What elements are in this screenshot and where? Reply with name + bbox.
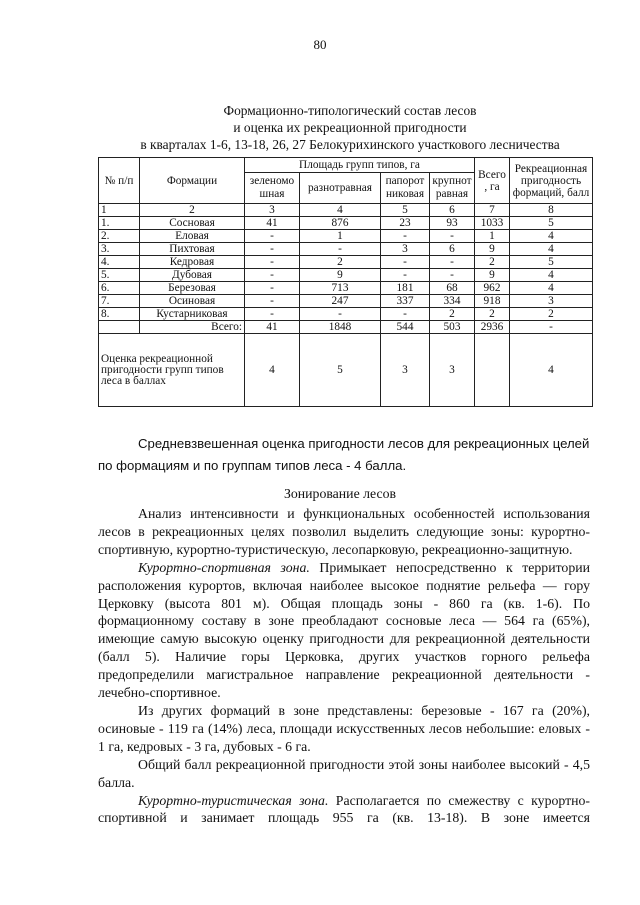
table-row: [99, 243, 593, 256]
paragraph: Общий балл рекреационной пригодности этой зоны наиболее высокий - 4,5 балла.: [98, 756, 590, 790]
paragraph-text: Примыкает непосредственно к территории расположения курортов, включая наиболее высокое поднятие рельефа — гору Церковку (высота 801 м). Общая площадь зоны - 860 га (кв. 1-6). По формационному составу в зоне преобладают сосновые леса — 564 га (65%), имеющие самую высокую оценку пригодности для рекреационной деятельности (балл 5). Наличие горы Церковка, других участков горного рельефа предопределили магистральное направление рекреационной деятельности - лечебно-спортивное.: [98, 559, 590, 701]
table-cell: 334: [430, 295, 475, 308]
table-cell: 5: [510, 217, 593, 230]
index-cell: 7: [475, 204, 510, 217]
table-cell: -: [300, 243, 381, 256]
formations-table: [98, 157, 593, 407]
table-cell: -: [245, 230, 300, 243]
table-cell: -: [245, 243, 300, 256]
header-type-3: папоротниковая: [381, 173, 430, 204]
table-cell: 4: [510, 269, 593, 282]
table-cell: 1: [300, 230, 381, 243]
table-cell: -: [381, 269, 430, 282]
header-num: № п/п: [99, 158, 140, 204]
table-cell: -: [300, 308, 381, 321]
row-formation: Кедровая: [140, 256, 245, 269]
index-cell: 2: [140, 204, 245, 217]
table-cell: 3: [430, 334, 475, 407]
table-cell: 9: [475, 243, 510, 256]
row-formation: Березовая: [140, 282, 245, 295]
row-num: 7.: [99, 295, 140, 308]
row-formation: Кустарниковая: [140, 308, 245, 321]
table-cell: -: [430, 230, 475, 243]
paragraph: Из других формаций в зоне представлены: березовые - 167 га (20%), осиновые - 119 га (14%) леса, площади искусственных лесов небольшие: еловых - 1 га, кедровых - 3 га, дубовых - 6 га.: [98, 702, 590, 754]
page-number: 80: [313, 37, 327, 52]
table-cell: 2: [430, 308, 475, 321]
table-row: [99, 230, 593, 243]
table-cell: 3: [381, 243, 430, 256]
title-line-3: в кварталах 1-6, 13-18, 26, 27 Белокурихинского участкового лесничества: [140, 137, 560, 152]
section-title: Зонирование лесов: [283, 486, 397, 501]
header-score: Рекреационная пригодность формаций, балл: [510, 158, 593, 204]
table-cell: 247: [300, 295, 381, 308]
table-cell: -: [430, 269, 475, 282]
index-cell: 6: [430, 204, 475, 217]
total-label: Всего:: [140, 321, 245, 334]
table-cell: 876: [300, 217, 381, 230]
table-row: [99, 295, 593, 308]
table-cell: 2936: [475, 321, 510, 334]
index-cell: 3: [245, 204, 300, 217]
table-cell: 1: [475, 230, 510, 243]
table-cell: 4: [510, 334, 593, 407]
table-cell: 23: [381, 217, 430, 230]
row-formation: Дубовая: [140, 269, 245, 282]
table-cell: 918: [475, 295, 510, 308]
table-cell: 4: [510, 243, 593, 256]
table-cell: 9: [300, 269, 381, 282]
header-area-group: Площадь групп типов, га: [245, 158, 475, 173]
body-text: [98, 505, 590, 827]
table-cell: 41: [245, 321, 300, 334]
table-cell: 2: [475, 256, 510, 269]
table-row: [99, 256, 593, 269]
table-cell: -: [381, 308, 430, 321]
table-cell: 4: [245, 334, 300, 407]
table-cell: -: [510, 321, 593, 334]
table-title: [60, 102, 640, 153]
table-cell: -: [381, 230, 430, 243]
table-cell: 3: [381, 334, 430, 407]
header-formation: Формации: [140, 158, 245, 204]
table-row: [99, 308, 593, 321]
row-num: 4.: [99, 256, 140, 269]
table-cell: 6: [430, 243, 475, 256]
row-formation: Сосновая: [140, 217, 245, 230]
row-num: 8.: [99, 308, 140, 321]
table-cell: 41: [245, 217, 300, 230]
eval-label: Оценка рекреационной пригодности групп типов леса в баллах: [99, 334, 245, 407]
table-row: [99, 269, 593, 282]
index-cell: 5: [381, 204, 430, 217]
header-total: Всего , га: [475, 158, 510, 204]
table-cell: 713: [300, 282, 381, 295]
table-cell: 3: [510, 295, 593, 308]
eval-row: [99, 334, 593, 407]
index-cell: 1: [99, 204, 140, 217]
table-cell: -: [245, 282, 300, 295]
table-cell: 544: [381, 321, 430, 334]
row-num: 1.: [99, 217, 140, 230]
paragraph-text: Располагается по смежеству с курортно-спортивной и занимает площадь 955 га (кв. 13-18). В зоне имеется: [98, 792, 590, 826]
table-cell: 181: [381, 282, 430, 295]
table-cell: -: [430, 256, 475, 269]
table-body: [99, 217, 593, 407]
table-row: [99, 217, 593, 230]
table-cell: 4: [510, 230, 593, 243]
table-cell: 337: [381, 295, 430, 308]
table-cell: 93: [430, 217, 475, 230]
row-formation: Пихтовая: [140, 243, 245, 256]
table-cell: 1848: [300, 321, 381, 334]
table-cell: 1033: [475, 217, 510, 230]
table-cell: -: [245, 308, 300, 321]
index-cell: 8: [510, 204, 593, 217]
total-row: [99, 321, 593, 334]
title-line-1: Формационно-типологический состав лесов: [223, 103, 477, 118]
table-cell: [475, 334, 510, 407]
paragraph: [98, 559, 590, 702]
table-cell: 5: [300, 334, 381, 407]
row-num: 6.: [99, 282, 140, 295]
title-line-2: и оценка их рекреационной пригодности: [233, 120, 467, 135]
table-cell: [99, 321, 140, 334]
table-cell: 9: [475, 269, 510, 282]
paragraph: [98, 792, 590, 828]
table-cell: 2: [300, 256, 381, 269]
table-cell: -: [245, 256, 300, 269]
table-cell: 5: [510, 256, 593, 269]
table-cell: 68: [430, 282, 475, 295]
weighted-score-note: Средневзвешенная оценка пригодности лесов для рекреационных целей по формациям и по группам типов леса - 4 балла.: [98, 436, 590, 473]
table-row: [99, 282, 593, 295]
zone-title: Курортно-спортивная зона.: [138, 559, 310, 575]
row-formation: Осиновая: [140, 295, 245, 308]
row-num: 2.: [99, 230, 140, 243]
table-cell: -: [245, 269, 300, 282]
header-type-2: разнотравная: [300, 173, 381, 204]
table-cell: 2: [510, 308, 593, 321]
table-cell: -: [381, 256, 430, 269]
table-cell: 4: [510, 282, 593, 295]
table-cell: 962: [475, 282, 510, 295]
table-cell: 503: [430, 321, 475, 334]
table-row: [99, 204, 593, 217]
row-formation: Еловая: [140, 230, 245, 243]
row-num: 3.: [99, 243, 140, 256]
table-cell: 2: [475, 308, 510, 321]
header-type-4: крупнотравная: [430, 173, 475, 204]
index-cell: 4: [300, 204, 381, 217]
table-cell: -: [245, 295, 300, 308]
paragraph: Анализ интенсивности и функциональных особенностей использования лесов в рекреационных целях позволил выделить следующие зоны: курортно-спортивную, курортно-туристическую, лесопарковую, рекреационно-защитную.: [98, 506, 590, 557]
row-num: 5.: [99, 269, 140, 282]
zone-title: Курортно-туристическая зона.: [138, 792, 329, 808]
header-type-1: зеленомошная: [245, 173, 300, 204]
